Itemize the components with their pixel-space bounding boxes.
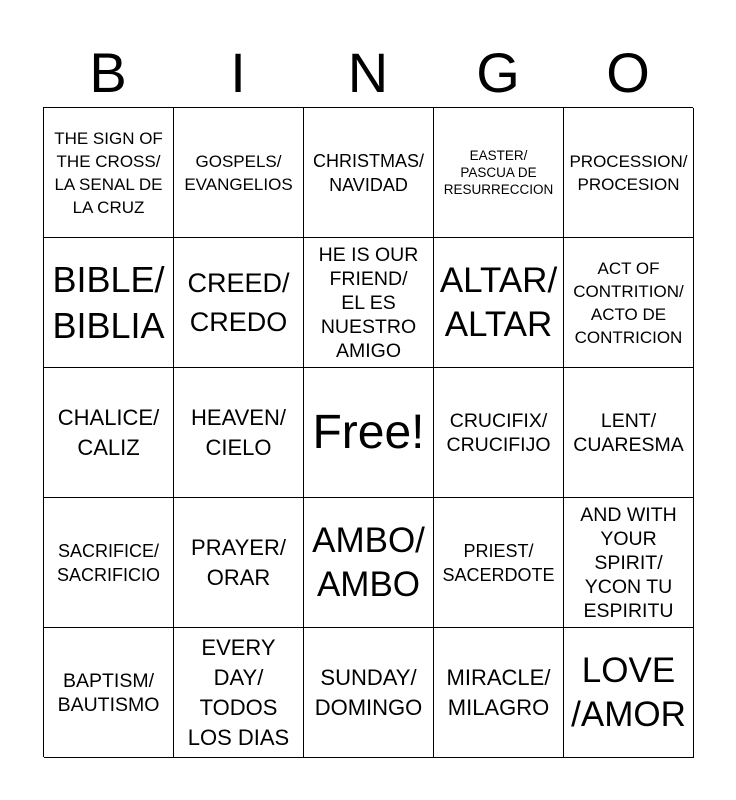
header-letter-o: O: [606, 41, 650, 104]
free-space[interactable]: [304, 368, 434, 498]
cell-text: ALTAR/ ALTAR: [439, 260, 558, 344]
cell-text: LENT/ CUARESMA: [573, 409, 684, 456]
cell-text: PRIEST/ SACERDOTE: [442, 540, 555, 585]
cell-text: HE IS OUR FRIEND/ EL ES NUESTRO AMIGO: [318, 243, 419, 362]
cell-text: GOSPELS/ EVANGELIOS: [184, 151, 293, 194]
cell-text: CRUCIFIX/ CRUCIFIJO: [446, 409, 551, 456]
cell-text: EVERY DAY/ TODOS LOS DIAS: [187, 634, 290, 750]
bingo-header: [43, 38, 693, 108]
cell-text: PRAYER/ ORAR: [191, 534, 286, 590]
bingo-cell[interactable]: [564, 108, 694, 238]
cell-text: PROCESSION/ PROCESION: [569, 151, 688, 194]
bingo-cell[interactable]: [44, 368, 174, 498]
bingo-cell[interactable]: [304, 498, 434, 628]
cell-text: BIBLE/ BIBLIA: [52, 258, 165, 346]
bingo-cell[interactable]: [564, 368, 694, 498]
bingo-cell[interactable]: [434, 498, 564, 628]
cell-text: LOVE /AMOR: [571, 650, 686, 734]
bingo-grid: [43, 107, 693, 757]
bingo-cell[interactable]: [564, 628, 694, 758]
bingo-cell[interactable]: [434, 108, 564, 238]
cell-text: ACT OF CONTRITION/ ACTO DE CONTRICION: [573, 258, 684, 347]
header-letter-n: N: [347, 41, 389, 104]
bingo-cell[interactable]: [44, 498, 174, 628]
cell-text: EASTER/ PASCUA DE RESURRECCION: [443, 148, 554, 197]
cell-text: CREED/ CREDO: [187, 267, 290, 337]
cell-text: AND WITH YOUR SPIRIT/ YCON TU ESPIRITU: [580, 503, 677, 622]
cell-text: BAPTISM/ BAUTISMO: [57, 669, 160, 716]
bingo-cell[interactable]: [304, 238, 434, 368]
cell-text: CHRISTMAS/ NAVIDAD: [312, 150, 424, 195]
bingo-cell[interactable]: [434, 238, 564, 368]
cell-text: CHALICE/ CALIZ: [57, 404, 160, 460]
header-letter-i: I: [230, 41, 246, 104]
cell-text: MIRACLE/ MILAGRO: [446, 664, 551, 720]
bingo-cell[interactable]: [44, 238, 174, 368]
bingo-cell[interactable]: [44, 108, 174, 238]
bingo-cell[interactable]: [174, 498, 304, 628]
bingo-cell[interactable]: [174, 628, 304, 758]
bingo-cell[interactable]: [434, 368, 564, 498]
cell-text: THE SIGN OF THE CROSS/ LA SENAL DE LA CRUZ: [54, 128, 163, 217]
bingo-cell[interactable]: [304, 108, 434, 238]
bingo-cell[interactable]: [174, 238, 304, 368]
bingo-cell[interactable]: [174, 368, 304, 498]
bingo-cell[interactable]: [304, 628, 434, 758]
header-letter-b: B: [89, 41, 127, 104]
bingo-cell[interactable]: [44, 628, 174, 758]
bingo-cell[interactable]: [564, 238, 694, 368]
bingo-cell[interactable]: [434, 628, 564, 758]
cell-text: SACRIFICE/ SACRIFICIO: [56, 540, 160, 585]
free-space-text: Free!: [312, 405, 425, 459]
bingo-cell[interactable]: [564, 498, 694, 628]
cell-text: SUNDAY/ DOMINGO: [314, 664, 423, 720]
cell-text: HEAVEN/ CIELO: [191, 404, 286, 460]
header-letter-g: G: [476, 41, 520, 104]
bingo-cell[interactable]: [174, 108, 304, 238]
cell-text: AMBO/ AMBO: [312, 520, 425, 604]
